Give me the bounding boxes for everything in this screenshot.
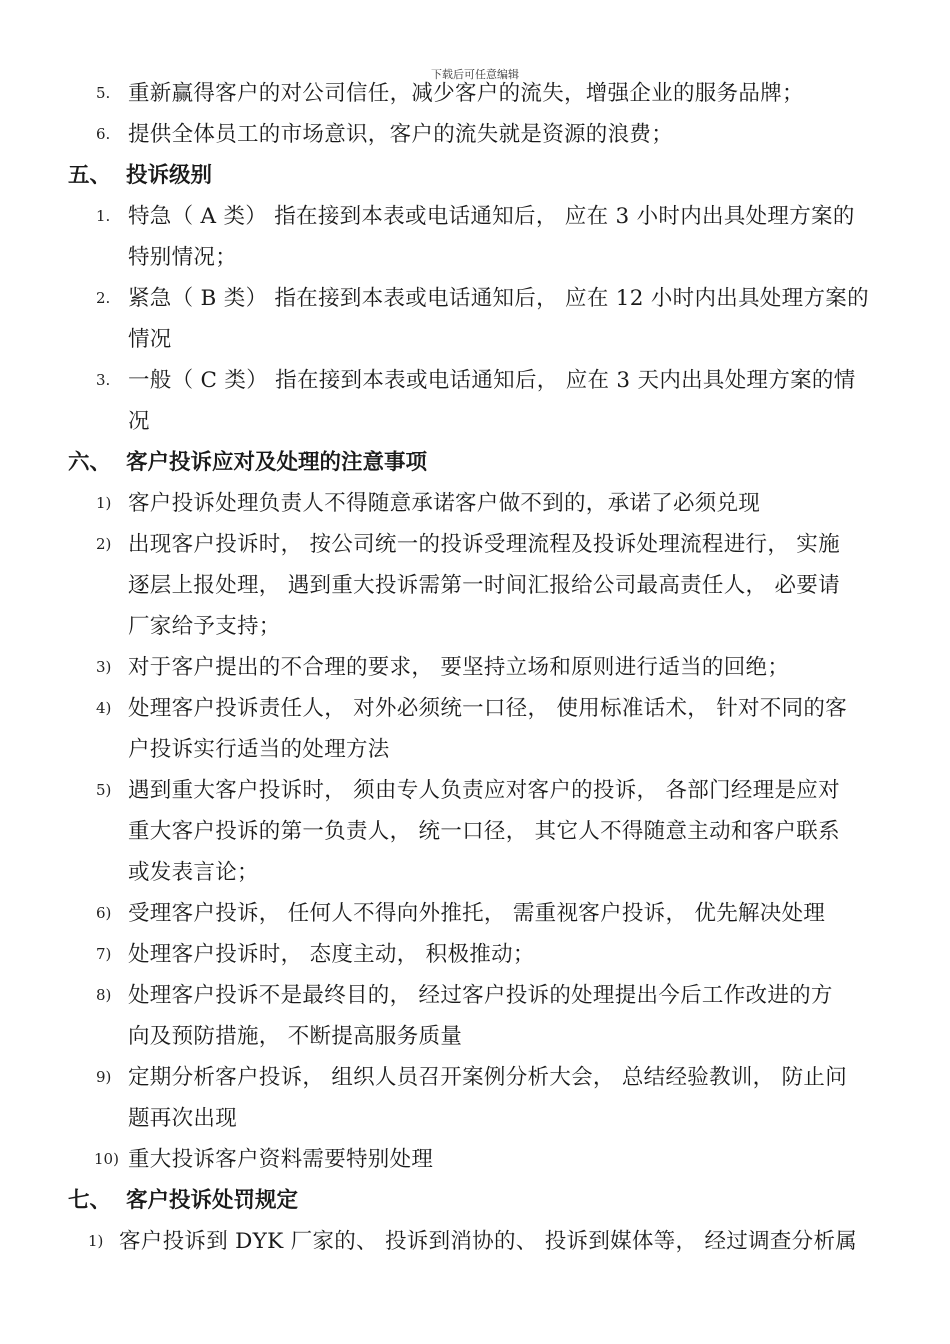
header-note: 下载后可任意编辑 — [431, 68, 519, 81]
list-item-number: 8) — [96, 986, 112, 1004]
list-item-number: 6. — [96, 125, 111, 143]
list-item-text: 向及预防措施， 不断提高服务质量 — [128, 1024, 463, 1049]
list-item-text: 对于客户提出的不合理的要求， 要坚持立场和原则进行适当的回绝； — [128, 655, 790, 680]
list-item-text: 重大客户投诉的第一负责人， 统一口径， 其它人不得随意主动和客户联系 — [128, 819, 840, 844]
section-number: 七、 — [68, 1188, 112, 1213]
section-heading — [68, 442, 427, 483]
list-item-number: 7) — [96, 945, 112, 963]
list-item-text: 情况 — [128, 327, 172, 352]
list-item-text: 客户投诉处理负责人不得随意承诺客户做不到的，承诺了必须兑现 — [128, 491, 761, 516]
section-title: 客户投诉应对及处理的注意事项 — [126, 450, 428, 475]
section-title: 投诉级别 — [126, 163, 213, 188]
list-item-number: 5. — [96, 84, 111, 102]
list-item-number: 2) — [96, 535, 112, 553]
list-item-number: 6) — [96, 904, 112, 922]
list-item-text: 处理客户投诉时， 态度主动， 积极推动； — [128, 942, 535, 967]
list-item-text: 重大投诉客户资料需要特别处理 — [128, 1147, 434, 1172]
list-item-text: 定期分析客户投诉， 组织人员召开案例分析大会， 总结经验教训， 防止问 — [128, 1065, 848, 1090]
list-item-text: 重新赢得客户的对公司信任，减少客户的流失，增强企业的服务品牌； — [128, 81, 804, 106]
section-number: 六、 — [68, 450, 112, 475]
list-item-number: 3. — [96, 371, 111, 389]
list-item-text: 或发表言论； — [128, 860, 259, 885]
list-item-number: 9) — [96, 1068, 112, 1086]
list-item-text: 客户投诉到 DYK 厂家的、 投诉到消协的、 投诉到媒体等， 经过调查分析属 — [119, 1229, 858, 1254]
list-item-number: 1) — [88, 1232, 104, 1250]
list-item-number: 4) — [96, 699, 112, 717]
list-item-text: 特别情况； — [128, 245, 238, 270]
list-item-text: 厂家给予支持； — [128, 614, 281, 639]
list-item-text: 遇到重大客户投诉时， 须由专人负责应对客户的投诉， 各部门经理是应对 — [128, 778, 840, 803]
section-heading — [68, 155, 212, 196]
list-item-number: 2. — [96, 289, 111, 307]
list-item-number: 1) — [96, 494, 112, 512]
list-item-text: 出现客户投诉时， 按公司统一的投诉受理流程及投诉处理流程进行， 实施 — [128, 532, 840, 557]
list-item-number: 1. — [96, 207, 111, 225]
list-item-number: 5) — [96, 781, 112, 799]
list-item-text: 受理客户投诉， 任何人不得向外推托， 需重视客户投诉， 优先解决处理 — [128, 901, 826, 926]
list-item-text: 一般（ C 类） 指在接到本表或电话通知后， 应在 3 天内出具处理方案的情 — [128, 368, 856, 393]
list-item-text: 特急（ A 类） 指在接到本表或电话通知后， 应在 3 小时内出具处理方案的 — [128, 204, 855, 229]
list-item-text: 处理客户投诉不是最终目的， 经过客户投诉的处理提出今后工作改进的方 — [128, 983, 833, 1008]
section-title: 客户投诉处罚规定 — [126, 1188, 299, 1213]
list-item-text: 紧急（ B 类） 指在接到本表或电话通知后， 应在 12 小时内出具处理方案的 — [128, 286, 869, 311]
list-item-number: 10) — [94, 1150, 119, 1168]
list-item-text: 处理客户投诉责任人， 对外必须统一口径， 使用标准话术， 针对不同的客 — [128, 696, 848, 721]
list-item-number: 3) — [96, 658, 112, 676]
list-item-text: 况 — [128, 409, 150, 434]
list-item-text: 户投诉实行适当的处理方法 — [128, 737, 390, 762]
list-item-text: 提供全体员工的市场意识，客户的流失就是资源的浪费； — [128, 122, 674, 147]
list-item-text: 题再次出现 — [128, 1106, 238, 1131]
section-heading — [68, 1180, 298, 1221]
list-item-text: 逐层上报处理， 遇到重大投诉需第一时间汇报给公司最高责任人， 必要请 — [128, 573, 840, 598]
section-number: 五、 — [68, 163, 112, 188]
